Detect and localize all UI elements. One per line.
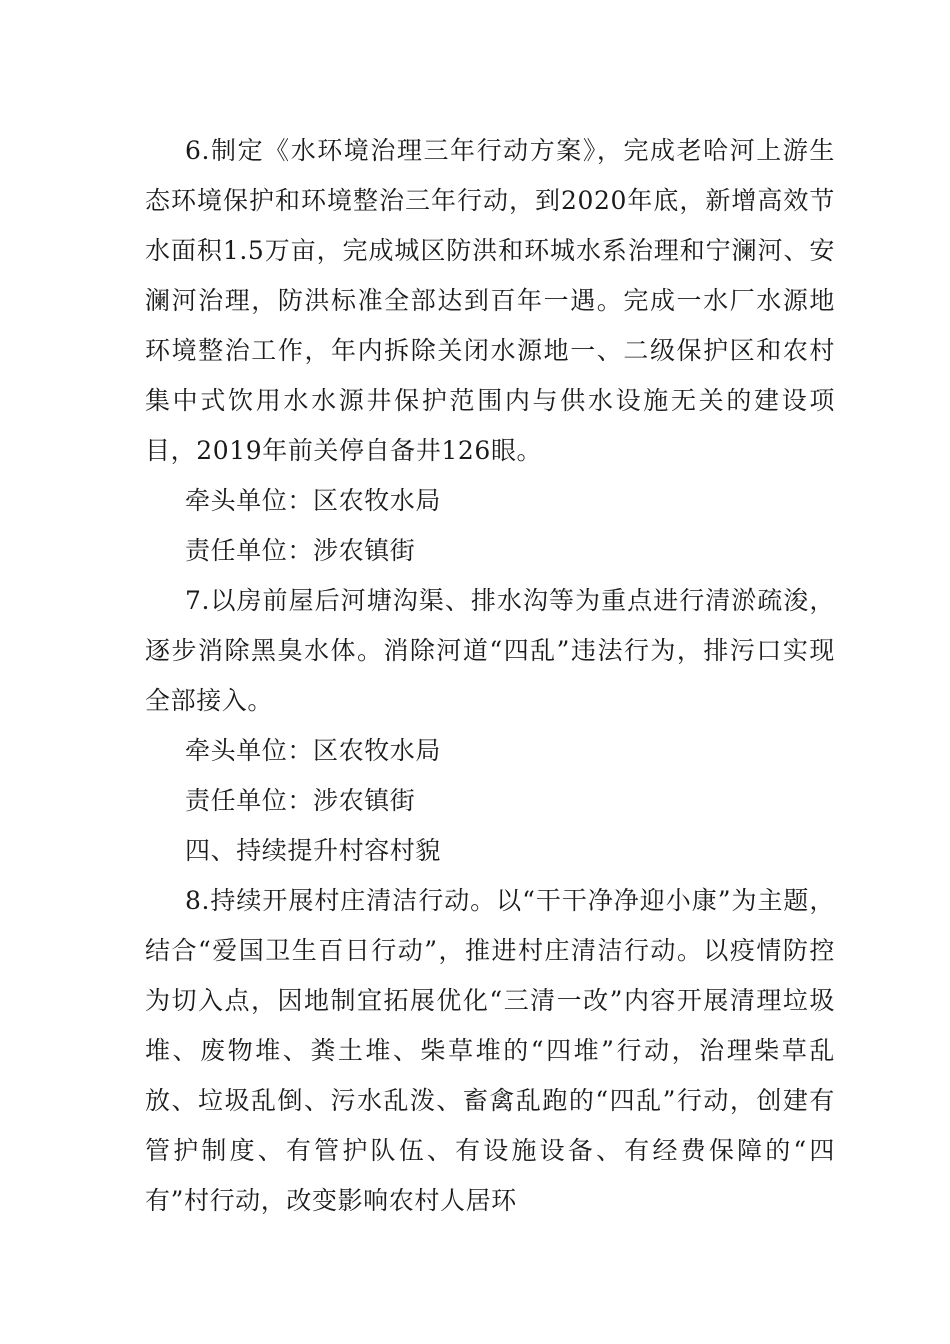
item-6-responsible-unit: 责任单位：涉农镇街: [185, 536, 416, 565]
section-heading: 四、持续提升村容村貌: [185, 836, 442, 865]
item-6-paragraph: 6.制定《水环境治理三年行动方案》，完成老哈河上游生态环境保护和环境整治三年行动，到2020年底，新增高效节水面积1.5万亩，完成城区防洪和环城水系治理和宁澜河、安澜河治理，防洪标准全部达到百年一遇。完成一水厂水源地环境整治工作，年内拆除关闭水源地一、二级保护区和农村集中式饮用水水源井保护范围内与供水设施无关的建设项目，2019年前关停自备井126眼。: [145, 136, 835, 465]
document-page: [145, 126, 835, 1226]
item-6-lead-unit: 牵头单位：区农牧水局: [185, 486, 442, 515]
item-7-responsible-unit: 责任单位：涉农镇街: [185, 786, 416, 815]
item-7-lead-unit: 牵头单位：区农牧水局: [185, 736, 442, 765]
item-8-paragraph: 8.持续开展村庄清洁行动。以“干干净净迎小康”为主题，结合“爱国卫生百日行动”，推进村庄清洁行动。以疫情防控为切入点，因地制宜拓展优化“三清一改”内容开展清理垃圾堆、废物堆、粪土堆、柴草堆的“四堆”行动，治理柴草乱放、垃圾乱倒、污水乱泼、畜禽乱跑的“四乱”行动，创建有管护制度、有管护队伍、有设施设备、有经费保障的“四有”村行动，改变影响农村人居环: [145, 886, 835, 1215]
item-7-paragraph: 7.以房前屋后河塘沟渠、排水沟等为重点进行清淤疏浚，逐步消除黑臭水体。消除河道“四乱”违法行为，排污口实现全部接入。: [145, 586, 835, 715]
